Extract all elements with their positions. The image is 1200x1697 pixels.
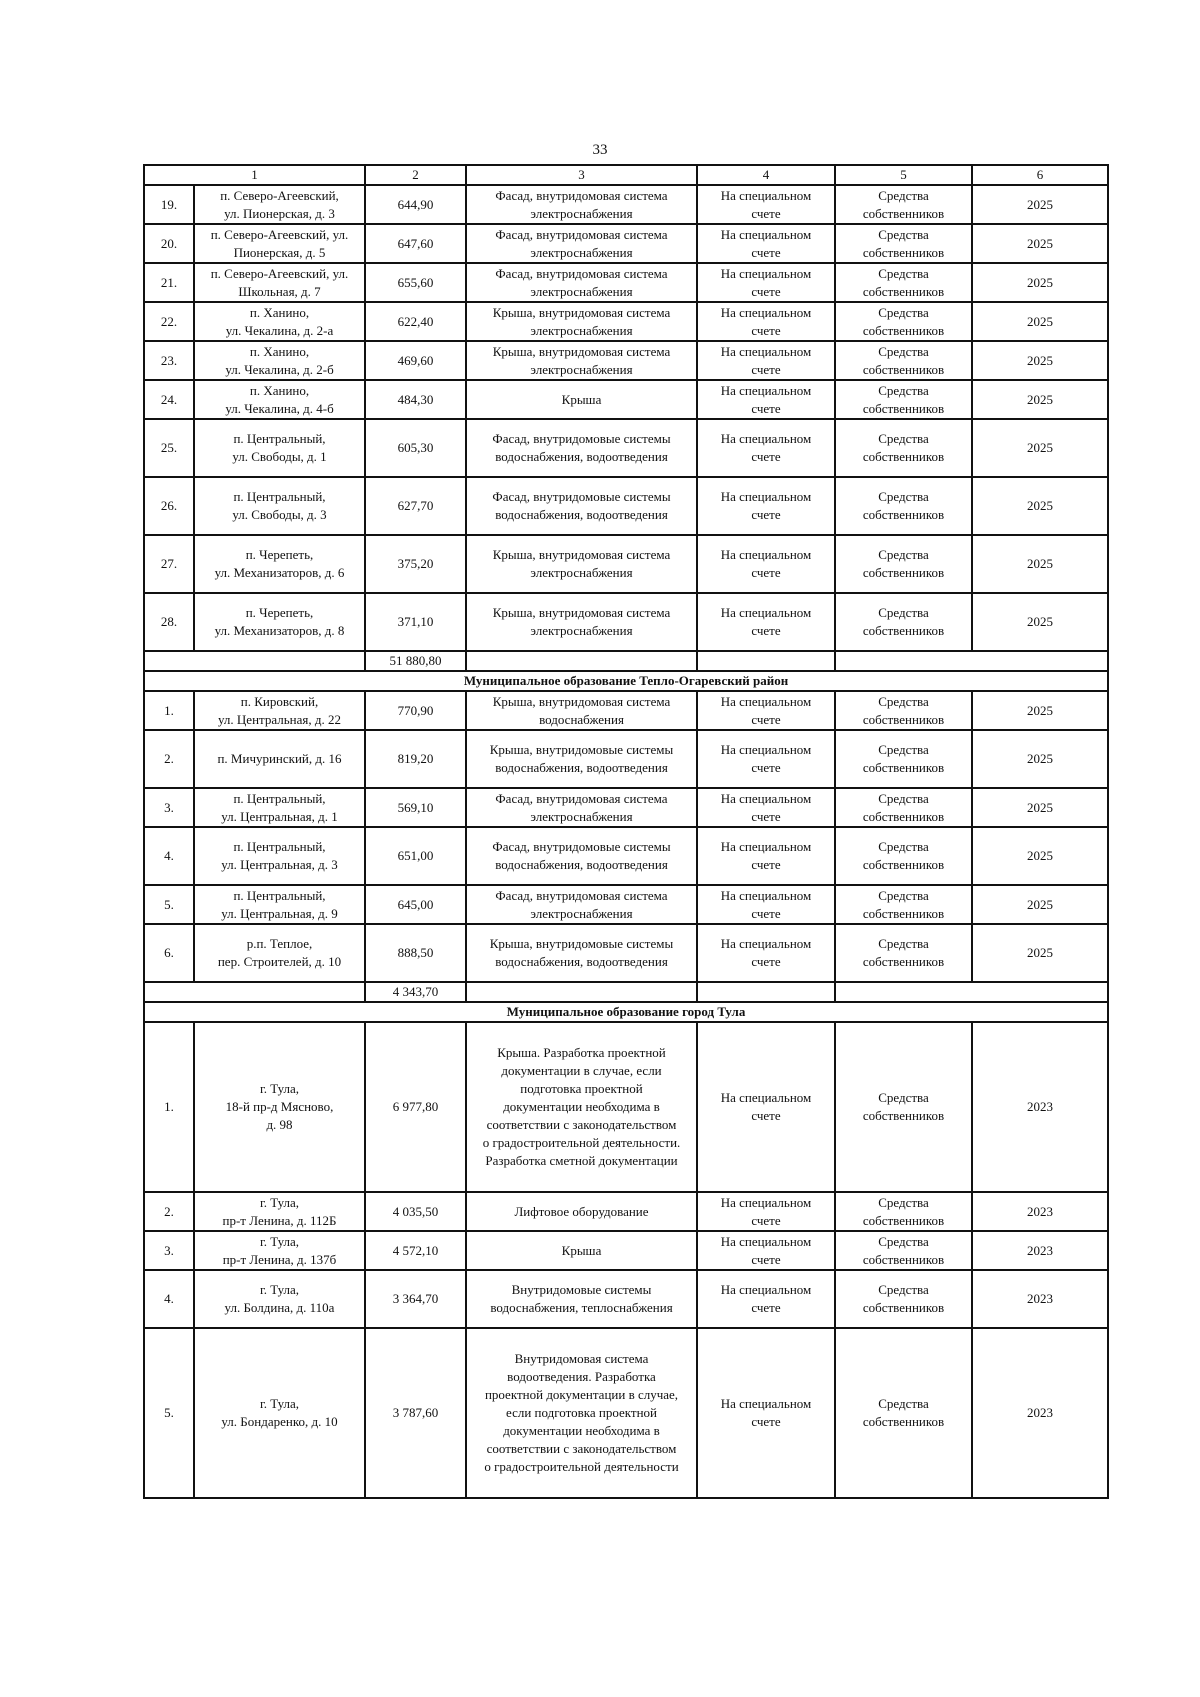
row-number: 26. — [144, 477, 194, 535]
house-address: г. Тула, пр-т Ленина, д. 137б — [194, 1231, 365, 1270]
section-header-row — [144, 1002, 1108, 1022]
row-number: 27. — [144, 535, 194, 593]
empty-cell — [697, 982, 835, 1002]
fund-account: На специальном счете — [697, 263, 835, 302]
table-row — [144, 1270, 1108, 1328]
house-area: 375,20 — [365, 535, 466, 593]
funding-source: Средства собственников — [835, 535, 972, 593]
funding-source: Средства собственников — [835, 419, 972, 477]
repair-year: 2023 — [972, 1022, 1108, 1192]
funding-source: Средства собственников — [835, 263, 972, 302]
row-number: 24. — [144, 380, 194, 419]
repair-works: Фасад, внутридомовые системы водоснабжения, водоотведения — [466, 477, 697, 535]
fund-account: На специальном счете — [697, 477, 835, 535]
table-row — [144, 419, 1108, 477]
repair-works: Крыша, внутридомовая система электроснабжения — [466, 593, 697, 651]
fund-account: На специальном счете — [697, 691, 835, 730]
fund-account: На специальном счете — [697, 730, 835, 788]
house-area: 371,10 — [365, 593, 466, 651]
repair-year: 2023 — [972, 1192, 1108, 1231]
house-area: 819,20 — [365, 730, 466, 788]
empty-cell — [697, 651, 835, 671]
funding-source: Средства собственников — [835, 1022, 972, 1192]
repair-year: 2025 — [972, 885, 1108, 924]
house-address: р.п. Теплое, пер. Строителей, д. 10 — [194, 924, 365, 982]
fund-account: На специальном счете — [697, 593, 835, 651]
repair-year: 2025 — [972, 827, 1108, 885]
column-header: 4 — [697, 165, 835, 185]
table-row — [144, 1022, 1108, 1192]
repair-year: 2025 — [972, 535, 1108, 593]
row-number: 22. — [144, 302, 194, 341]
repair-works: Фасад, внутридомовая система электроснабжения — [466, 263, 697, 302]
house-area: 605,30 — [365, 419, 466, 477]
row-number: 28. — [144, 593, 194, 651]
table-row — [144, 1231, 1108, 1270]
subtotal-row — [144, 651, 1108, 671]
row-number: 23. — [144, 341, 194, 380]
repair-year: 2025 — [972, 691, 1108, 730]
house-address: п. Северо-Агеевский, ул. Пионерская, д. 3 — [194, 185, 365, 224]
table-row — [144, 263, 1108, 302]
fund-account: На специальном счете — [697, 1270, 835, 1328]
house-area: 655,60 — [365, 263, 466, 302]
repair-works: Фасад, внутридомовые системы водоснабжения, водоотведения — [466, 419, 697, 477]
row-number: 2. — [144, 730, 194, 788]
table-row — [144, 1328, 1108, 1498]
house-address: п. Центральный, ул. Центральная, д. 9 — [194, 885, 365, 924]
house-address: г. Тула, 18-й пр-д Мясново, д. 98 — [194, 1022, 365, 1192]
table-row — [144, 593, 1108, 651]
fund-account: На специальном счете — [697, 535, 835, 593]
house-address: п. Черепеть, ул. Механизаторов, д. 6 — [194, 535, 365, 593]
repair-year: 2023 — [972, 1231, 1108, 1270]
repair-year: 2025 — [972, 341, 1108, 380]
funding-source: Средства собственников — [835, 341, 972, 380]
repair-works: Внутридомовая система водоотведения. Разработка проектной документации в случае, если подготовка проектной документации необходима в соответствии с законодательством о градостроительной деятельности — [466, 1328, 697, 1498]
repair-works: Фасад, внутридомовая система электроснабжения — [466, 185, 697, 224]
funding-source: Средства собственников — [835, 185, 972, 224]
repair-year: 2025 — [972, 788, 1108, 827]
row-number: 25. — [144, 419, 194, 477]
fund-account: На специальном счете — [697, 380, 835, 419]
fund-account: На специальном счете — [697, 924, 835, 982]
empty-cell — [835, 651, 1108, 671]
row-number: 2. — [144, 1192, 194, 1231]
table-row — [144, 827, 1108, 885]
house-area: 4 035,50 — [365, 1192, 466, 1231]
house-area: 569,10 — [365, 788, 466, 827]
house-area: 888,50 — [365, 924, 466, 982]
house-address: п. Ханино, ул. Чекалина, д. 4-б — [194, 380, 365, 419]
funding-source: Средства собственников — [835, 1328, 972, 1498]
repair-works: Крыша — [466, 380, 697, 419]
repair-year: 2025 — [972, 380, 1108, 419]
funding-source: Средства собственников — [835, 730, 972, 788]
repair-works: Фасад, внутридомовая система электроснабжения — [466, 885, 697, 924]
repair-year: 2025 — [972, 593, 1108, 651]
house-area: 627,70 — [365, 477, 466, 535]
house-area: 644,90 — [365, 185, 466, 224]
row-number: 1. — [144, 1022, 194, 1192]
house-area: 3 364,70 — [365, 1270, 466, 1328]
house-area: 484,30 — [365, 380, 466, 419]
fund-account: На специальном счете — [697, 1231, 835, 1270]
row-number: 3. — [144, 788, 194, 827]
house-area: 770,90 — [365, 691, 466, 730]
table-row — [144, 885, 1108, 924]
house-area: 6 977,80 — [365, 1022, 466, 1192]
empty-cell — [835, 982, 1108, 1002]
repair-year: 2025 — [972, 185, 1108, 224]
fund-account: На специальном счете — [697, 788, 835, 827]
empty-cell — [466, 651, 697, 671]
repair-works: Крыша, внутридомовая система электроснабжения — [466, 302, 697, 341]
fund-account: На специальном счете — [697, 341, 835, 380]
house-address: г. Тула, ул. Бондаренко, д. 10 — [194, 1328, 365, 1498]
column-header: 5 — [835, 165, 972, 185]
table-row — [144, 535, 1108, 593]
funding-source: Средства собственников — [835, 224, 972, 263]
repair-works: Крыша, внутридомовые системы водоснабжения, водоотведения — [466, 924, 697, 982]
table-row — [144, 302, 1108, 341]
repair-year: 2023 — [972, 1270, 1108, 1328]
house-area: 651,00 — [365, 827, 466, 885]
funding-source: Средства собственников — [835, 1192, 972, 1231]
house-address: г. Тула, ул. Болдина, д. 110а — [194, 1270, 365, 1328]
table-row — [144, 341, 1108, 380]
section-header-row — [144, 671, 1108, 691]
table-row — [144, 224, 1108, 263]
capital-repair-table — [143, 164, 1109, 1499]
table-row — [144, 1192, 1108, 1231]
repair-year: 2025 — [972, 477, 1108, 535]
fund-account: На специальном счете — [697, 1022, 835, 1192]
repair-works: Лифтовое оборудование — [466, 1192, 697, 1231]
repair-year: 2025 — [972, 730, 1108, 788]
fund-account: На специальном счете — [697, 302, 835, 341]
table-row — [144, 788, 1108, 827]
house-area: 622,40 — [365, 302, 466, 341]
house-address: п. Черепеть, ул. Механизаторов, д. 8 — [194, 593, 365, 651]
fund-account: На специальном счете — [697, 1328, 835, 1498]
fund-account: На специальном счете — [697, 885, 835, 924]
house-area: 647,60 — [365, 224, 466, 263]
table-row — [144, 477, 1108, 535]
repair-year: 2025 — [972, 302, 1108, 341]
house-address: п. Мичуринский, д. 16 — [194, 730, 365, 788]
empty-cell — [144, 651, 365, 671]
subtotal-area: 4 343,70 — [365, 982, 466, 1002]
row-number: 3. — [144, 1231, 194, 1270]
table-row — [144, 185, 1108, 224]
page-number: 33 — [592, 142, 608, 158]
house-area: 3 787,60 — [365, 1328, 466, 1498]
funding-source: Средства собственников — [835, 885, 972, 924]
house-area: 4 572,10 — [365, 1231, 466, 1270]
empty-cell — [144, 982, 365, 1002]
municipality-title: Муниципальное образование Тепло-Огаревский район — [144, 671, 1108, 691]
funding-source: Средства собственников — [835, 302, 972, 341]
house-address: п. Центральный, ул. Центральная, д. 1 — [194, 788, 365, 827]
repair-works: Фасад, внутридомовая система электроснабжения — [466, 788, 697, 827]
repair-year: 2025 — [972, 924, 1108, 982]
repair-works: Крыша, внутридомовые системы водоснабжения, водоотведения — [466, 730, 697, 788]
column-header: 3 — [466, 165, 697, 185]
fund-account: На специальном счете — [697, 1192, 835, 1231]
repair-works: Крыша, внутридомовая система электроснабжения — [466, 535, 697, 593]
funding-source: Средства собственников — [835, 1270, 972, 1328]
house-area: 469,60 — [365, 341, 466, 380]
funding-source: Средства собственников — [835, 788, 972, 827]
column-header: 2 — [365, 165, 466, 185]
table-row — [144, 730, 1108, 788]
repair-year: 2025 — [972, 419, 1108, 477]
municipality-title: Муниципальное образование город Тула — [144, 1002, 1108, 1022]
house-address: п. Кировский, ул. Центральная, д. 22 — [194, 691, 365, 730]
funding-source: Средства собственников — [835, 1231, 972, 1270]
subtotal-area: 51 880,80 — [365, 651, 466, 671]
funding-source: Средства собственников — [835, 827, 972, 885]
row-number: 21. — [144, 263, 194, 302]
repair-year: 2023 — [972, 1328, 1108, 1498]
funding-source: Средства собственников — [835, 691, 972, 730]
row-number: 5. — [144, 885, 194, 924]
repair-year: 2025 — [972, 263, 1108, 302]
repair-works: Внутридомовые системы водоснабжения, теплоснабжения — [466, 1270, 697, 1328]
repair-works: Фасад, внутридомовые системы водоснабжения, водоотведения — [466, 827, 697, 885]
house-address: п. Центральный, ул. Свободы, д. 1 — [194, 419, 365, 477]
fund-account: На специальном счете — [697, 827, 835, 885]
table-row — [144, 924, 1108, 982]
house-address: п. Центральный, ул. Центральная, д. 3 — [194, 827, 365, 885]
fund-account: На специальном счете — [697, 224, 835, 263]
repair-works: Фасад, внутридомовая система электроснабжения — [466, 224, 697, 263]
column-number-header-row — [144, 165, 1108, 185]
row-number: 5. — [144, 1328, 194, 1498]
funding-source: Средства собственников — [835, 924, 972, 982]
house-address: п. Ханино, ул. Чекалина, д. 2-б — [194, 341, 365, 380]
repair-works: Крыша — [466, 1231, 697, 1270]
row-number: 4. — [144, 1270, 194, 1328]
column-header: 1 — [144, 165, 365, 185]
row-number: 1. — [144, 691, 194, 730]
row-number: 20. — [144, 224, 194, 263]
repair-year: 2025 — [972, 224, 1108, 263]
house-address: г. Тула, пр-т Ленина, д. 112Б — [194, 1192, 365, 1231]
house-address: п. Центральный, ул. Свободы, д. 3 — [194, 477, 365, 535]
fund-account: На специальном счете — [697, 419, 835, 477]
row-number: 19. — [144, 185, 194, 224]
repair-works: Крыша, внутридомовая система водоснабжения — [466, 691, 697, 730]
repair-works: Крыша. Разработка проектной документации в случае, если подготовка проектной документации необходима в соответствии с законодательством о градостроительной деятельности. Разработка сметной документации — [466, 1022, 697, 1192]
funding-source: Средства собственников — [835, 380, 972, 419]
table-row — [144, 691, 1108, 730]
repair-works: Крыша, внутридомовая система электроснабжения — [466, 341, 697, 380]
subtotal-row — [144, 982, 1108, 1002]
table-row — [144, 380, 1108, 419]
house-address: п. Северо-Агеевский, ул. Пионерская, д. 5 — [194, 224, 365, 263]
house-area: 645,00 — [365, 885, 466, 924]
fund-account: На специальном счете — [697, 185, 835, 224]
empty-cell — [466, 982, 697, 1002]
house-address: п. Ханино, ул. Чекалина, д. 2-а — [194, 302, 365, 341]
funding-source: Средства собственников — [835, 593, 972, 651]
row-number: 4. — [144, 827, 194, 885]
column-header: 6 — [972, 165, 1108, 185]
funding-source: Средства собственников — [835, 477, 972, 535]
row-number: 6. — [144, 924, 194, 982]
house-address: п. Северо-Агеевский, ул. Школьная, д. 7 — [194, 263, 365, 302]
